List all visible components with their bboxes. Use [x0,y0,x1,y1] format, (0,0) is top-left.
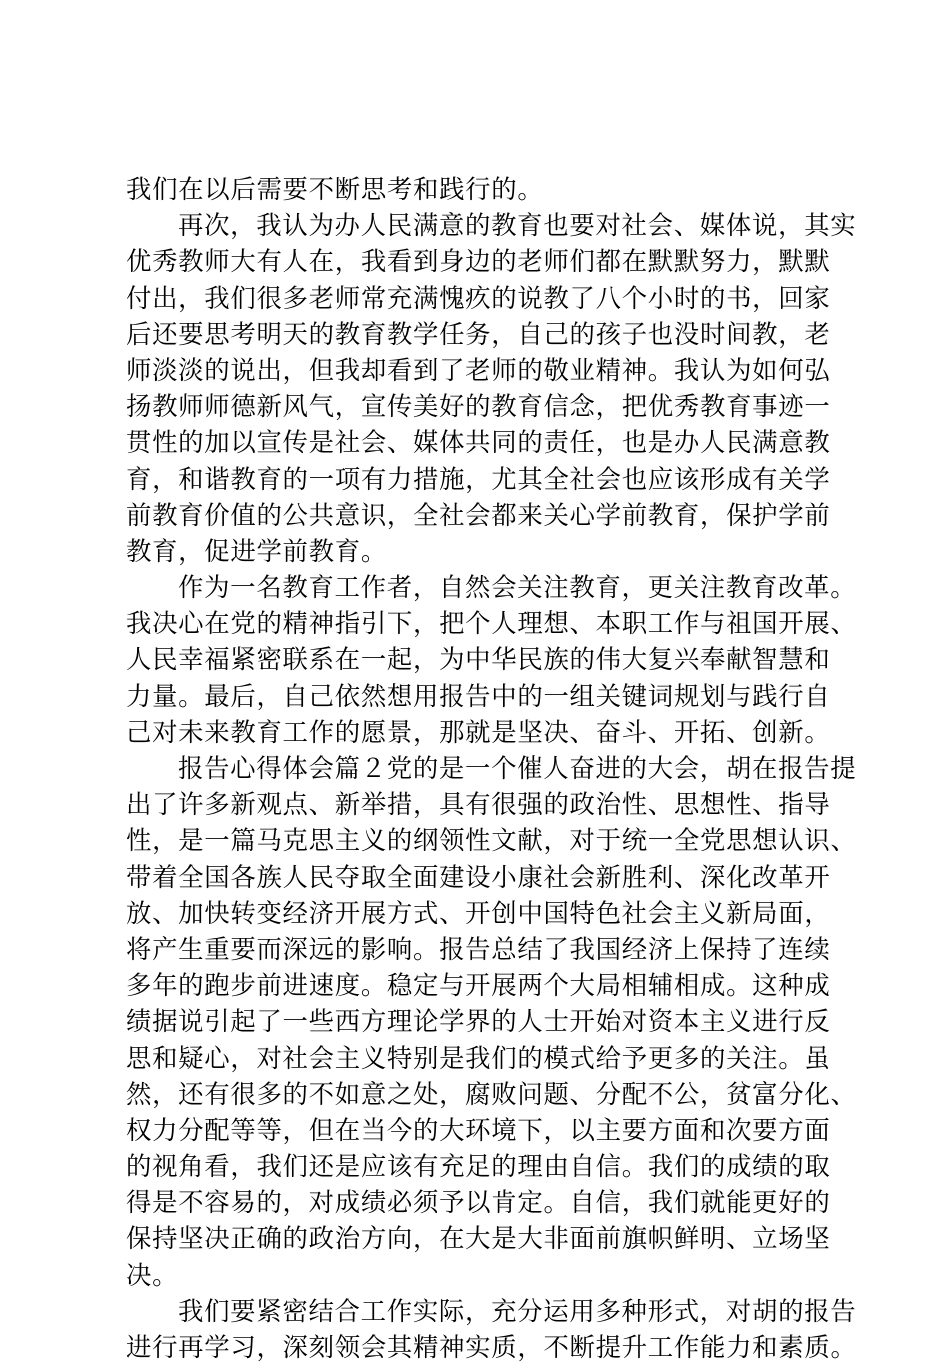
text-line: 性，是一篇马克思主义的纲领性文献，对于统一全党思想认识、 [126,825,857,856]
text-line: 决。 [126,1259,179,1290]
text-line: 付出，我们很多老师常充满愧疚的说教了八个小时的书，回家 [126,282,831,313]
text-line: 权力分配等等，但在当今的大环境下，以主要方面和次要方面 [126,1114,831,1145]
text-line: 得是不容易的，对成绩必须予以肯定。自信，我们就能更好的 [126,1187,831,1218]
text-line: 的视角看，我们还是应该有充足的理由自信。我们的成绩的取 [126,1151,831,1182]
text-line: 己对未来教育工作的愿景，那就是坚决、奋斗、开拓、创新。 [126,716,831,747]
text-line: 我决心在党的精神指引下，把个人理想、本职工作与祖国开展、 [126,608,857,639]
text-line: 优秀教师大有人在，我看到身边的老师们都在默默努力，默默 [126,246,831,277]
text-line: 教育，促进学前教育。 [126,535,387,566]
text-line: 进行再学习，深刻领会其精神实质，不断提升工作能力和素质。 [126,1332,857,1362]
text-line: 再次，我认为办人民满意的教育也要对社会、媒体说，其实 [178,210,857,241]
text-line: 多年的跑步前进速度。稳定与开展两个大局相辅相成。这种成 [126,970,831,1001]
text-line: 放、加快转变经济开展方式、开创中国特色社会主义新局面， [126,897,831,928]
text-line: 然，还有很多的不如意之处，腐败问题、分配不公，贫富分化、 [126,1078,857,1109]
text-line: 人民幸福紧密联系在一起，为中华民族的伟大复兴奉献智慧和 [126,644,831,675]
text-line: 力量。最后，自己依然想用报告中的一组关键词规划与践行自 [126,680,831,711]
text-line: 出了许多新观点、新举措，具有很强的政治性、思想性、指导 [126,789,831,820]
text-line: 作为一名教育工作者，自然会关注教育，更关注教育改革。 [178,572,857,603]
text-line: 师淡淡的说出，但我却看到了老师的敬业精神。我认为如何弘 [126,354,831,385]
text-line: 后还要思考明天的教育教学任务，自己的孩子也没时间教，老 [126,318,831,349]
text-line: 保持坚决正确的政治方向，在大是大非面前旗帜鲜明、立场坚 [126,1223,831,1254]
text-line: 绩据说引起了一些西方理论学界的人士开始对资本主义进行反 [126,1006,831,1037]
text-line: 思和疑心，对社会主义特别是我们的模式给予更多的关注。虽 [126,1042,831,1073]
text-line: 带着全国各族人民夺取全面建设小康社会新胜利、深化改革开 [126,861,831,892]
text-line: 将产生重要而深远的影响。报告总结了我国经济上保持了连续 [126,933,831,964]
text-line: 我们要紧密结合工作实际，充分运用多种形式，对胡的报告 [178,1295,857,1326]
text-line: 前教育价值的公共意识，全社会都来关心学前教育，保护学前 [126,499,831,530]
text-line: 贯性的加以宣传是社会、媒体共同的责任，也是办人民满意教 [126,427,831,458]
text-line: 育，和谐教育的一项有力措施，尤其全社会也应该形成有关学 [126,463,831,494]
text-line: 扬教师师德新风气，宣传美好的教育信念，把优秀教育事迹一 [126,391,831,422]
text-line: 报告心得体会篇２党的是一个催人奋进的大会，胡在报告提 [178,753,857,783]
text-line: 我们在以后需要不断思考和践行的。 [126,174,544,204]
body-text [126,171,857,1365]
